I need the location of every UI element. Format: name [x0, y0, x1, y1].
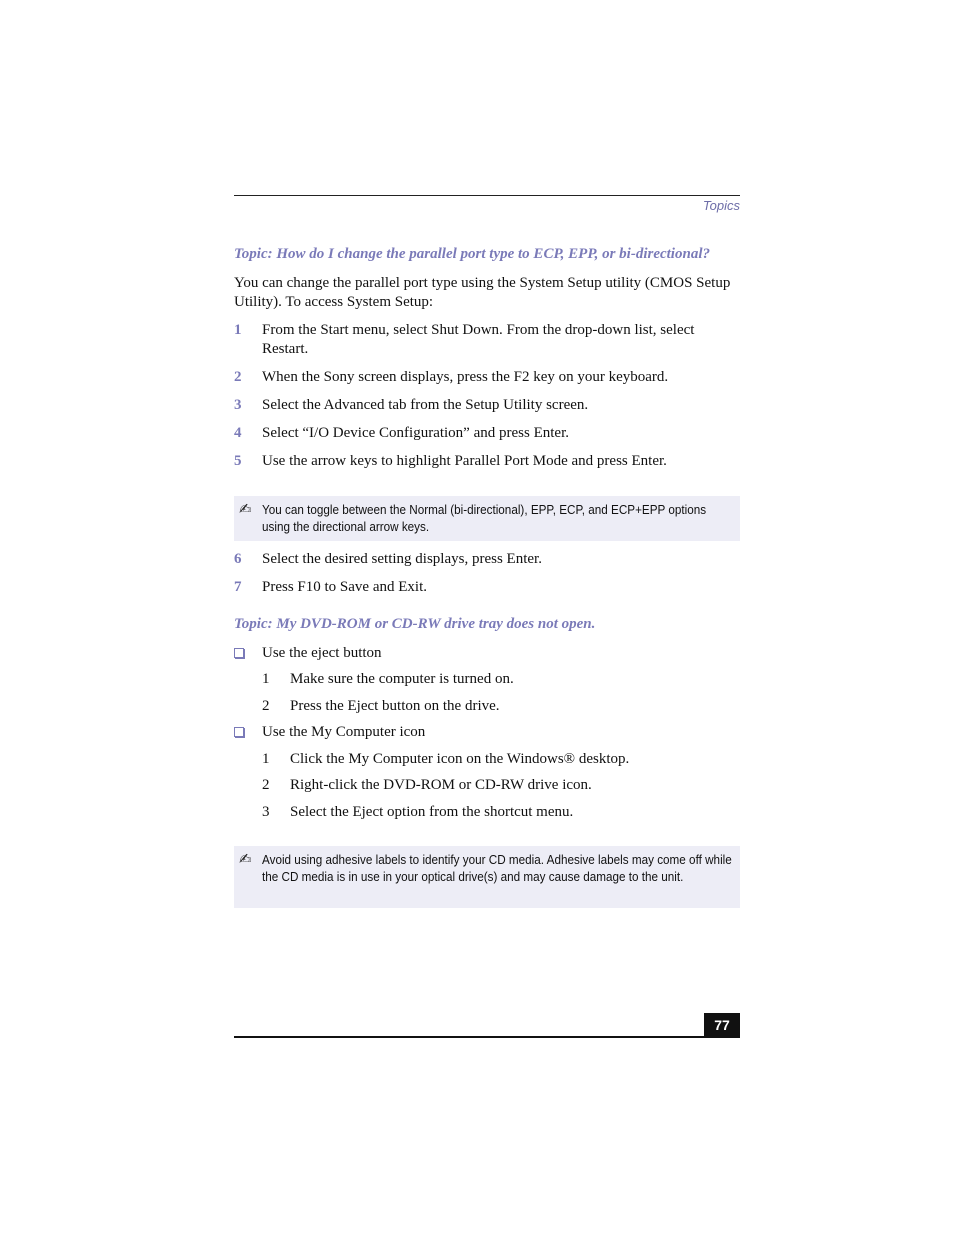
step-text: When the Sony screen displays, press the F2 key on your keyboard. — [262, 369, 669, 385]
step-item — [234, 368, 740, 387]
sub-step-number: 2 — [262, 698, 270, 714]
step-number: 3 — [234, 397, 242, 413]
step-item — [234, 396, 740, 415]
step-number: 5 — [234, 453, 242, 469]
sub-step-number: 1 — [262, 671, 270, 687]
page-number: 77 — [704, 1013, 740, 1037]
step-number: 1 — [234, 322, 242, 338]
sub-step-number: 3 — [262, 804, 270, 820]
step-number: 4 — [234, 425, 242, 441]
sub-step-text: Select the Eject option from the shortcut menu. — [290, 804, 574, 820]
sub-step-text: Click the My Computer icon on the Windows® desktop. — [290, 751, 630, 767]
pencil-note-icon: ✍ — [239, 850, 252, 868]
checkbox-bullet-icon — [234, 727, 244, 737]
sub-step-item — [262, 670, 740, 689]
note-box — [234, 496, 740, 541]
step-text: Press F10 to Save and Exit. — [262, 579, 427, 595]
step-item — [234, 321, 740, 359]
sub-step-number: 1 — [262, 751, 270, 767]
step-item — [234, 452, 740, 471]
pencil-note-icon: ✍ — [239, 500, 252, 518]
topic-heading-parallel-port: Topic: How do I change the parallel port type to ECP, EPP, or bi-directional? — [234, 246, 710, 262]
topics-link[interactable]: Topics — [702, 198, 740, 213]
sub-step-text: Make sure the computer is turned on. — [290, 671, 514, 687]
step-number: 6 — [234, 551, 242, 567]
sub-step-item — [262, 776, 740, 795]
sub-step-text: Press the Eject button on the drive. — [290, 698, 500, 714]
step-text: Select the Advanced tab from the Setup Utility screen. — [262, 397, 589, 413]
step-number: 2 — [234, 369, 242, 385]
step-text: From the Start menu, select Shut Down. From the drop-down list, select Restart. — [262, 322, 695, 357]
bullet-item — [234, 723, 740, 742]
step-item — [234, 578, 740, 597]
sub-step-item — [262, 697, 740, 716]
sub-step-item — [262, 803, 740, 822]
header-rule — [234, 195, 740, 196]
note-text: Avoid using adhesive labels to identify your CD media. Adhesive labels may come off while the CD media is in use in your optical drive(s) and may cause damage to the unit. — [262, 852, 732, 884]
checkbox-bullet-icon — [234, 648, 244, 658]
step-item — [234, 550, 740, 569]
note-box — [234, 846, 740, 908]
sub-step-text: Right-click the DVD-ROM or CD-RW drive icon. — [290, 777, 592, 793]
step-number: 7 — [234, 579, 242, 595]
bullet-text: Use the My Computer icon — [262, 724, 426, 740]
note-text: You can toggle between the Normal (bi-directional), EPP, ECP, and ECP+EPP options using the directional arrow keys. — [262, 502, 707, 534]
intro-paragraph: You can change the parallel port type using the System Setup utility (CMOS Setup Utility). To access System Setup: — [234, 275, 731, 310]
step-item — [234, 424, 740, 443]
step-text: Select “I/O Device Configuration” and press Enter. — [262, 425, 569, 441]
step-text: Select the desired setting displays, press Enter. — [262, 551, 542, 567]
bullet-text: Use the eject button — [262, 645, 382, 661]
bullet-item — [234, 644, 740, 663]
sub-step-item — [262, 750, 740, 769]
topic-heading-drive-tray: Topic: My DVD-ROM or CD-RW drive tray does not open. — [234, 616, 596, 632]
sub-step-number: 2 — [262, 777, 270, 793]
footer-rule — [234, 1036, 740, 1038]
step-text: Use the arrow keys to highlight Parallel Port Mode and press Enter. — [262, 453, 667, 469]
